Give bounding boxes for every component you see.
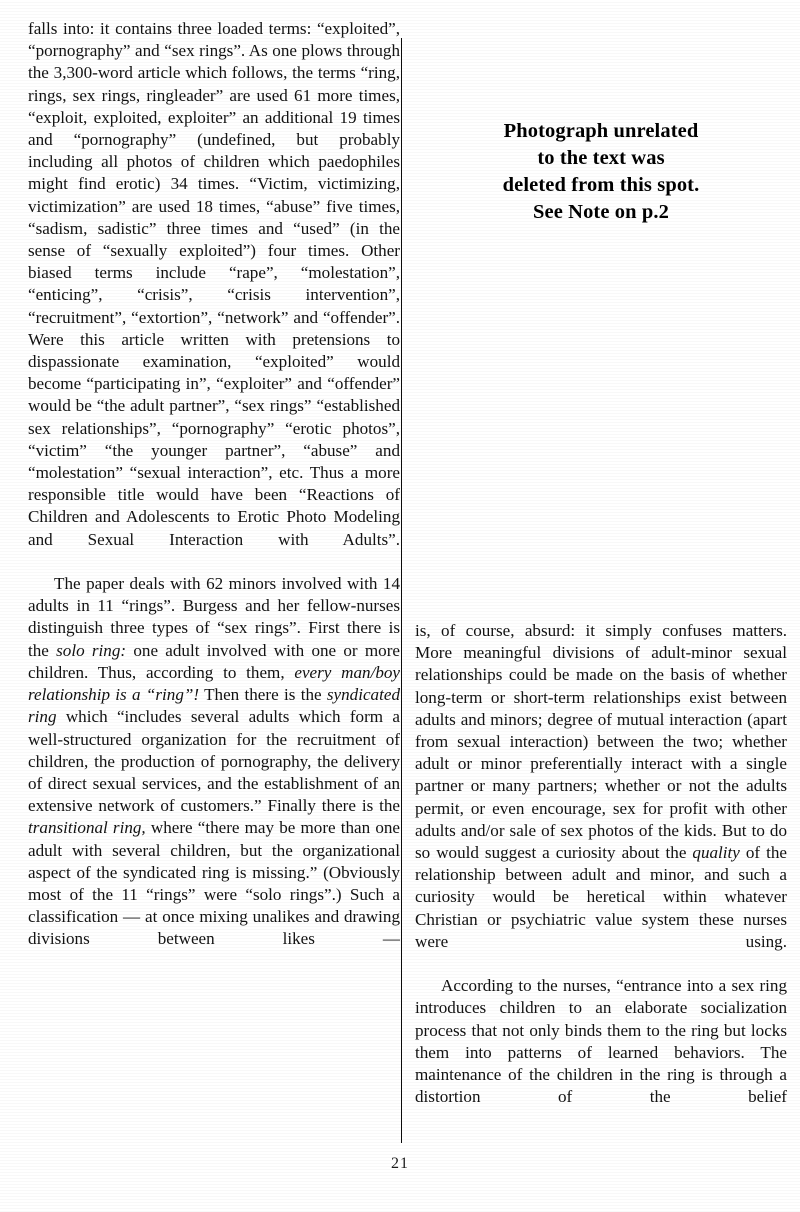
notice-line: deleted from this spot. (502, 174, 700, 196)
notice-line: to the text was (537, 147, 665, 169)
notice-line: Photograph unrelated (503, 120, 699, 142)
left-text-column (28, 18, 400, 973)
left-column-paragraph: The paper deals with 62 minors involved with 14 adults in 11 “rings”. Burgess and her fellow-nurses distinguish three types of “sex rings”. First there is the solo ring: one adult involved with one or more children. Thus, according to them, every man/boy relationship is a “ring”! Then there is the syndicated ring which “includes several adults which form a well-structured organization for the recruitment of children, the production of pornography, the delivery of direct sexual services, and the establishment of an extensive network of customers.” Finally there is the transitional ring, where “there may be more than one adult with several children, but the organizational aspect of the syndicated ring is missing.” (Obviously most of the 11 “rings” were “solo rings”.) Such a classification — at once mixing unalikes and drawing divisions between likes — (28, 574, 401, 949)
italic-term: transitional ring, (28, 818, 146, 838)
notice-line: See Note on p.2 (533, 201, 669, 223)
column-divider-rule (401, 38, 402, 1143)
right-text-column (415, 620, 787, 1131)
right-column-paragraph: is, of course, absurd: it simply confuses matters. More meaningful divisions of adult-minor sexual relationships could be made on the basis of whether long-term or short-term relationships exist between adults and minors; degree of mutual interaction (apart from sexual interaction) between the two; whether adult or minor preferentially interact with a single partner or many partners; whether or not the adults permit, or even encourage, sex for profit with other adults and/or sale of sex photos of the kids. But to do so would suggest a curiosity about the quality of the relationship between adult and minor, and such a curiosity would be heretical within whatever Christian or psychiatric value system these nurses were using. (415, 621, 787, 951)
page-number: 21 (391, 1155, 409, 1172)
right-column-paragraph: According to the nurses, “entrance into a sex ring introduces children to an elaborate socialization process that not only binds them to the ring but locks them into patterns of learned behaviors. The maintenance of the children in the ring is through a distortion of the belief (415, 976, 787, 1107)
italic-term: solo ring: (56, 640, 127, 660)
photo-removed-notice (415, 118, 787, 226)
left-column-paragraph: falls into: it contains three loaded terms: “exploited”, “pornography” and “sex rings”. As one plows through the 3,300-word article which follows, the terms “ring, rings, sex rings, ringleader” are used 61 more times, “exploit, exploited, exploiter” an additional 19 times and “pornography” (undefined, but probably including all photos of children which paedophiles might find erotic) 34 times. “Victim, victimizing, victimization” are used 18 times, “abuse” five times, “sadism, sadistic” three times and “used” (in the sense of “sexually exploited”) four times. Other biased terms include “rape”, “molestation”, “enticing”, “crisis”, “crisis intervention”, “recruitment”, “extortion”, “network” and “offender”. Were this article written with pretensions to dispassionate examination, “exploited” would become “participating in”, “exploiter” and “offender” would be “the adult partner”, “sex rings” “established sex relationships”, “pornography” “erotic photos”, “victim” “the younger partner”, “abuse” and “molestation” “sexual interaction”, etc. Thus a more responsible title would have been “Reactions of Children and Adolescents to Erotic Photo Modeling and Sexual Interaction with Adults”. (28, 19, 400, 549)
italic-term: syndicated ring (28, 685, 400, 727)
italic-term: quality (692, 843, 740, 863)
italic-term: every man/boy relationship is a “ring”! (28, 662, 401, 705)
